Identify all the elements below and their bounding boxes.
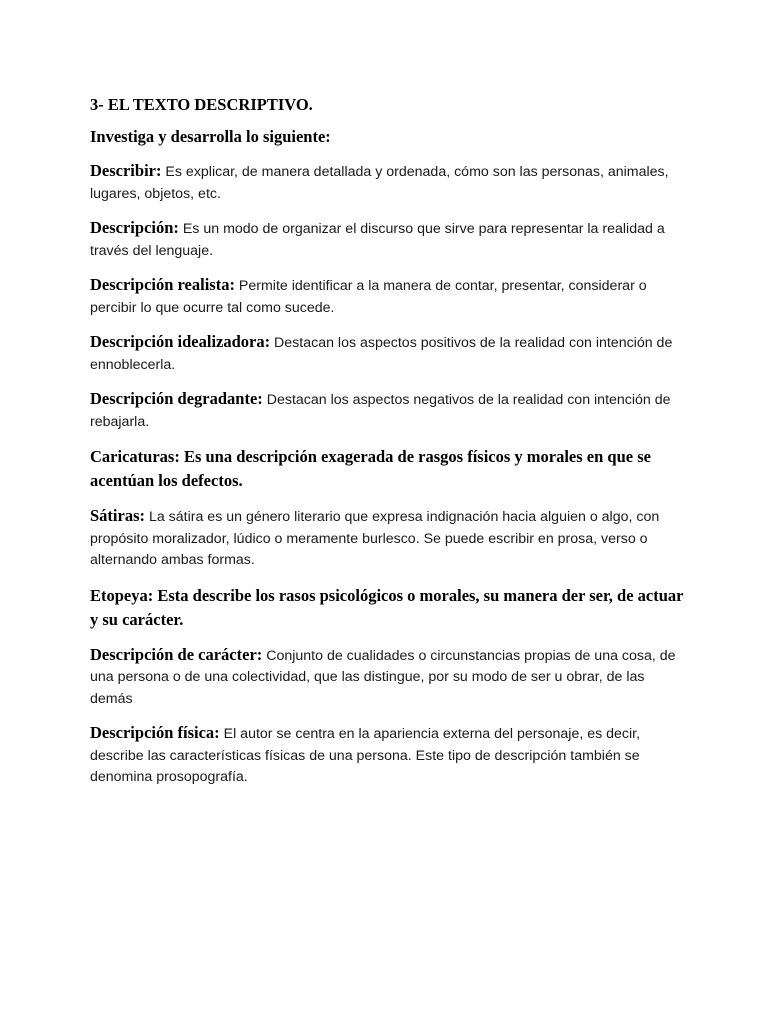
entry-descripcion-realista	[90, 274, 690, 319]
entry-text: El autor se centra en la apariencia externa del personaje, es decir, describe las características físicas de una persona. Este tipo de descripción también se denomina prosopografía.	[90, 726, 641, 785]
entry-term: Describir:	[90, 161, 162, 180]
entry-term: Caricaturas:	[90, 447, 180, 466]
document-subtitle: Investiga y desarrolla lo siguiente:	[90, 127, 331, 146]
entry-text: Es un modo de organizar el discurso que sirve para representar la realidad a través del lenguaje.	[90, 221, 665, 259]
entry-term: Descripción degradante:	[90, 389, 263, 408]
entry-caricaturas	[90, 445, 690, 493]
entry-descripcion-fisica	[90, 722, 690, 789]
entry-text: Destacan los aspectos negativos de la realidad con intención de rebajarla.	[90, 392, 671, 430]
entry-etopeya	[90, 584, 690, 632]
entry-text: Esta describe los rasos psicológicos o morales, su manera der ser, de actuar y su carácter.	[90, 585, 684, 629]
entry-text: Destacan los aspectos positivos de la realidad con intención de ennoblecerla.	[90, 335, 673, 373]
entry-describir	[90, 160, 690, 205]
document-page	[90, 94, 690, 801]
entry-descripcion-de-caracter	[90, 644, 690, 711]
document-title: 3- EL TEXTO DESCRIPTIVO.	[90, 95, 313, 114]
entry-term: Descripción:	[90, 218, 179, 237]
entry-text: Permite identificar a la manera de contar, presentar, considerar o percibir lo que ocurre tal como sucede.	[90, 278, 647, 316]
entry-text: Conjunto de cualidades o circunstancias propias de una cosa, de una persona o de una colectividad, que las distingue, por su modo de ser u obrar, de las demás	[90, 647, 676, 707]
entry-satiras	[90, 505, 690, 572]
entry-term: Descripción física:	[90, 723, 220, 742]
entry-descripcion-idealizadora	[90, 331, 690, 376]
entry-term: Etopeya:	[90, 585, 154, 605]
entry-term: Descripción idealizadora:	[90, 332, 271, 351]
entry-text: Es explicar, de manera detallada y ordenada, cómo son las personas, animales, lugares, objetos, etc.	[90, 164, 669, 202]
entry-descripcion	[90, 217, 690, 262]
entry-descripcion-degradante	[90, 388, 690, 433]
entry-term: Descripción realista:	[90, 275, 235, 294]
entry-text: Es una descripción exagerada de rasgos físicos y morales en que se acentúan los defectos.	[90, 447, 651, 490]
entry-term: Descripción de carácter:	[90, 644, 263, 664]
entry-text: La sátira es un género literario que expresa indignación hacia alguien o algo, con propósito moralizador, lúdico o meramente burlesco. Se puede escribir en prosa, verso o alternando ambas formas.	[90, 509, 660, 568]
entry-term: Sátiras:	[90, 506, 145, 525]
